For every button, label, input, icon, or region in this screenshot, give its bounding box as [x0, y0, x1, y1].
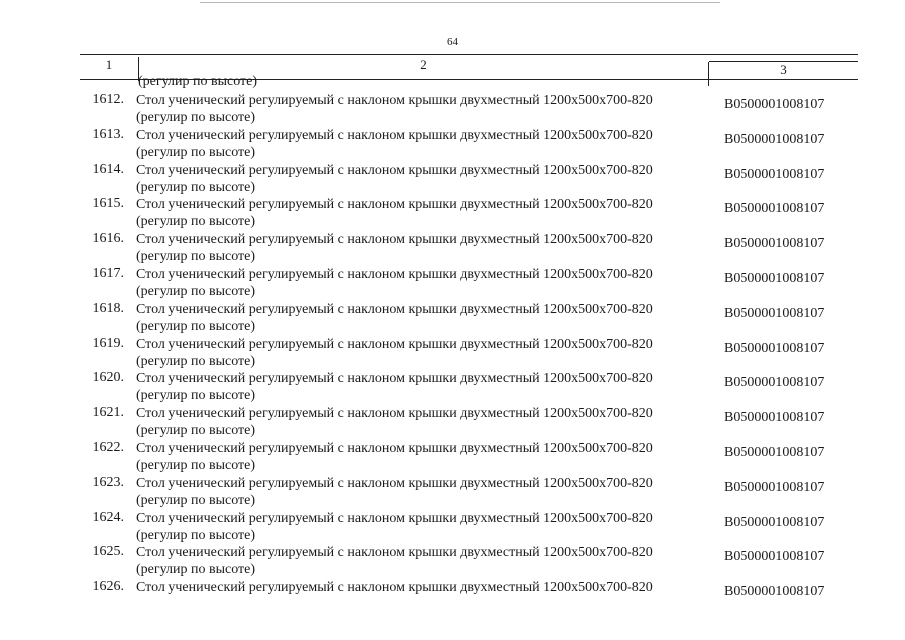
row-description-line2: (регулир по высоте): [136, 110, 256, 125]
row-description: [136, 196, 653, 230]
row-description: [136, 231, 653, 265]
row-code: B0500001008107: [724, 340, 825, 356]
row-number: 1626.: [92, 579, 124, 595]
row-number: 1619.: [92, 335, 124, 351]
row-code: B0500001008107: [724, 270, 825, 286]
row-description-line1: Стол ученический регулируемый с наклоном крышки двухместный 1200x500x700-820: [136, 232, 653, 248]
header-col-1: 1: [105, 57, 113, 72]
row-description-line1: Стол ученический регулируемый с наклоном крышки двухместный 1200x500x700-820: [136, 266, 653, 282]
row-number: 1612.: [92, 92, 124, 107]
table-row: [80, 510, 858, 545]
row-description-line1: Стол ученический регулируемый с наклоном крышки двухместный 1200x500x700-820: [136, 580, 653, 596]
row-description-line2: (регулир по высоте): [136, 318, 256, 334]
row-code: B0500001008107: [724, 131, 825, 147]
row-description: [136, 544, 653, 578]
row-code: B0500001008107: [724, 236, 825, 252]
table-row: [80, 301, 858, 336]
row-code: B0500001008107: [724, 584, 825, 600]
row-number: 1625.: [92, 544, 124, 560]
row-number: 1613.: [92, 126, 124, 142]
row-description-line1: Стол ученический регулируемый с наклоном крышки двухместный 1200x500x700-820: [136, 406, 653, 422]
table-row: [80, 266, 858, 301]
row-description: [136, 301, 653, 335]
row-description-line1: Стол ученический регулируемый с наклоном крышки двухместный 1200x500x700-820: [136, 162, 653, 178]
row-description-line2: (регулир по высоте): [136, 353, 256, 369]
row-number: 1622.: [92, 439, 124, 455]
row-code: B0500001008107: [724, 166, 825, 182]
row-description-line1: Стол ученический регулируемый с наклоном крышки двухместный 1200x500x700-820: [136, 510, 653, 526]
row-code: B0500001008107: [724, 549, 825, 565]
row-code: B0500001008107: [724, 97, 825, 112]
row-description: [136, 405, 653, 439]
row-description-line2: (регулир по высоте): [136, 423, 256, 439]
table-row: [80, 231, 858, 266]
table-row: [80, 162, 858, 197]
table-row: [80, 440, 858, 475]
row-description-line2: (регулир по высоте): [136, 144, 256, 160]
row-code: B0500001008107: [724, 514, 825, 530]
table-row: [80, 544, 858, 579]
row-code: B0500001008107: [724, 479, 825, 495]
row-description: [136, 440, 653, 474]
row-description-line2: (регулир по высоте): [136, 388, 256, 404]
row-description-line1: Стол ученический регулируемый с наклоном крышки двухместный 1200x500x700-820: [136, 371, 653, 387]
row-description-line2: (регулир по высоте): [136, 179, 256, 195]
continuation-text: (регулир по высоте): [138, 74, 258, 89]
row-number: 1620.: [92, 370, 124, 386]
row-number: 1615.: [92, 196, 124, 212]
page-number: 64: [447, 36, 458, 48]
table-row: [80, 127, 858, 162]
header-col-3-rule: [709, 61, 858, 62]
row-description-line2: (регулир по высоте): [136, 492, 256, 508]
row-code: B0500001008107: [724, 201, 825, 217]
row-number: 1616.: [92, 231, 124, 247]
row-code: B0500001008107: [724, 410, 825, 426]
row-code: B0500001008107: [724, 444, 825, 460]
equipment-table: [80, 54, 858, 600]
row-description: [136, 336, 653, 370]
row-number: 1623.: [92, 474, 124, 490]
row-description-line2: (регулир по высоте): [136, 527, 256, 543]
row-number: 1618.: [92, 300, 124, 316]
row-description-line1: Стол ученический регулируемый с наклоном крышки двухместный 1200x500x700-820: [136, 440, 653, 456]
row-description-line1: Стол ученический регулируемый с наклоном крышки двухместный 1200x500x700-820: [136, 475, 653, 491]
table-row: [80, 336, 858, 371]
table-row: [80, 196, 858, 231]
row-description: [136, 370, 653, 404]
row-description-line2: (регулир по высоте): [136, 214, 256, 230]
row-code: B0500001008107: [724, 375, 825, 391]
row-description-line1: Стол ученический регулируемый с наклоном крышки двухместный 1200x500x700-820: [136, 197, 653, 213]
row-description-line1: Стол ученический регулируемый с наклоном крышки двухместный 1200x500x700-820: [136, 545, 653, 561]
table-row: [80, 475, 858, 510]
row-description: [136, 579, 653, 596]
header-col-3-label: 3: [780, 62, 787, 77]
table-row: [80, 370, 858, 405]
row-description-line1: Стол ученический регулируемый с наклоном крышки двухместный 1200x500x700-820: [136, 127, 653, 143]
row-description: [136, 510, 653, 544]
row-number: 1617.: [92, 265, 124, 281]
row-description-line1: Стол ученический регулируемый с наклоном крышки двухместный 1200x500x700-820: [136, 336, 653, 352]
row-description-line2: (регулир по высоте): [136, 562, 256, 578]
top-scan-rule: [200, 2, 720, 3]
row-description: [136, 127, 653, 161]
table-row: [80, 579, 858, 614]
row-description: [136, 92, 653, 126]
table-row: [80, 405, 858, 440]
row-number: 1621.: [92, 405, 124, 421]
row-description-line1: Стол ученический регулируемый с наклоном крышки двухместный 1200x500x700-820: [136, 93, 653, 108]
row-description-line2: (регулир по высоте): [136, 457, 256, 473]
row-description-line2: (регулир по высоте): [136, 283, 256, 299]
row-code: B0500001008107: [724, 305, 825, 321]
row-description-line2: (регулир по высоте): [136, 249, 256, 265]
table-body: [80, 92, 858, 614]
table-row: [80, 92, 858, 127]
row-number: 1624.: [92, 509, 124, 525]
row-description-line1: Стол ученический регулируемый с наклоном крышки двухместный 1200x500x700-820: [136, 301, 653, 317]
row-description: [136, 266, 653, 300]
row-description: [136, 475, 653, 509]
row-description: [136, 162, 653, 196]
header-col-3: [708, 62, 858, 86]
header-col-2: 2: [138, 57, 708, 81]
row-number: 1614.: [92, 161, 124, 177]
